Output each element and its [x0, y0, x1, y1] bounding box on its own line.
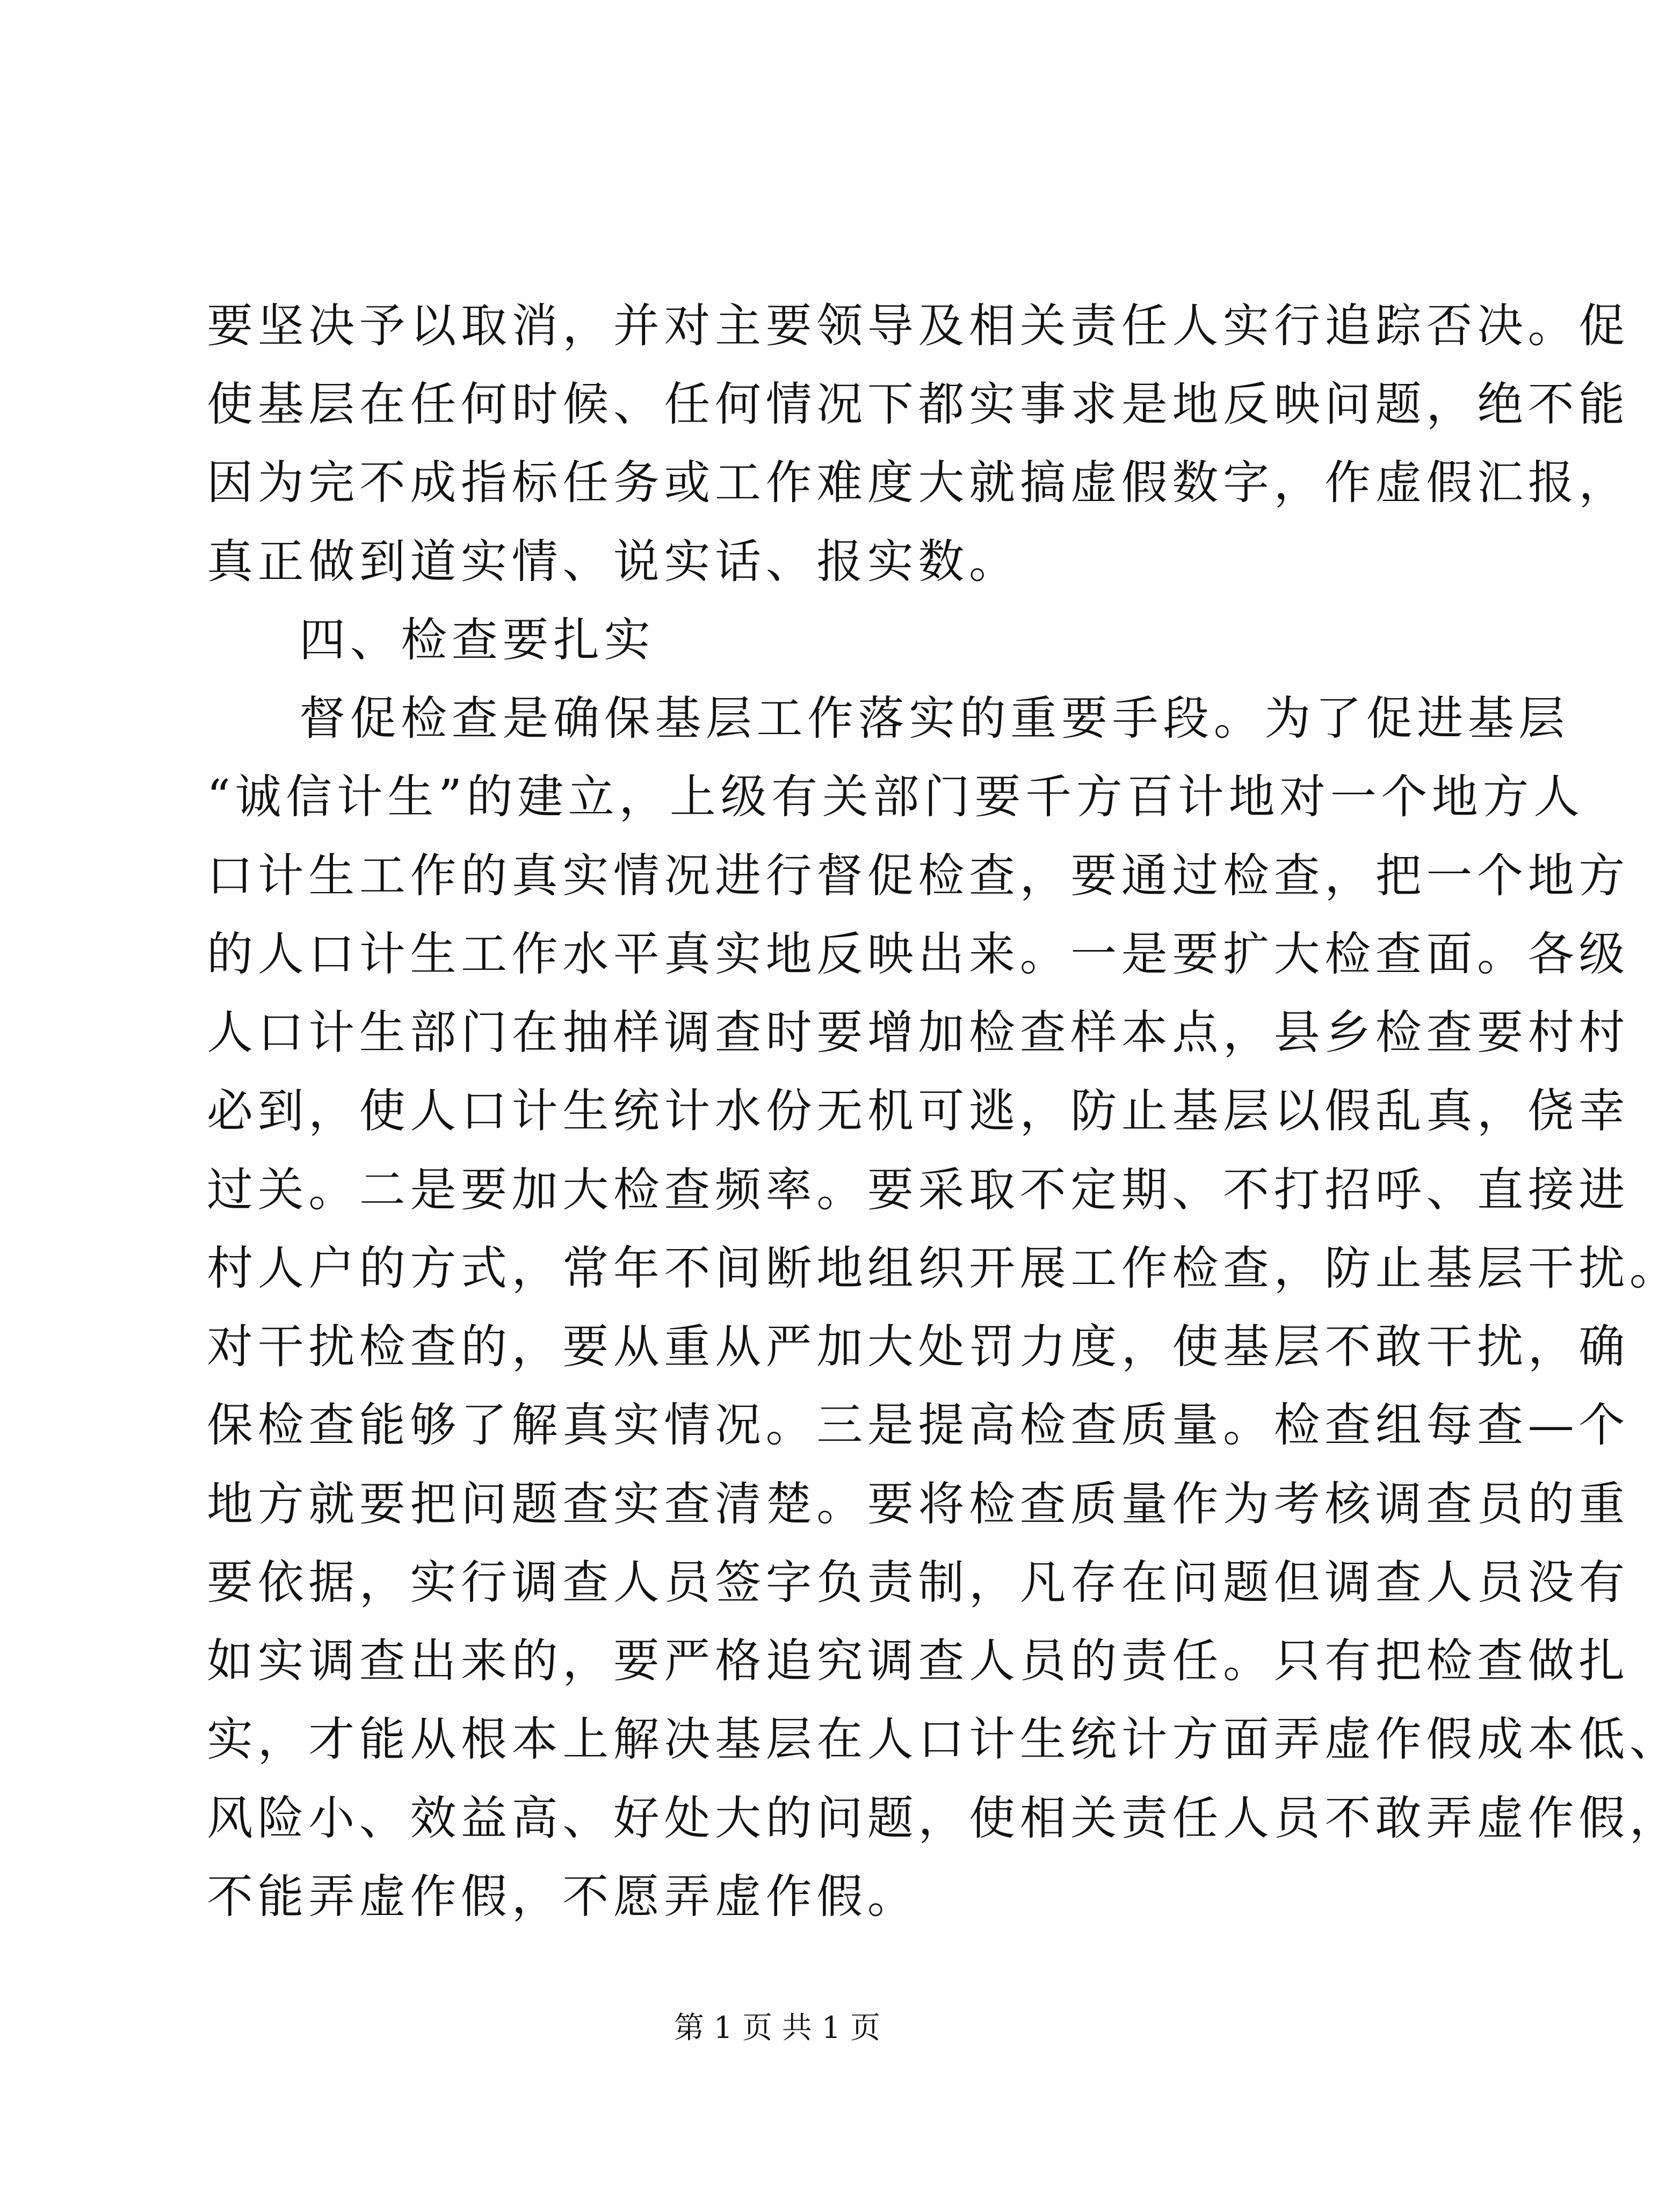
body-text-line: 过关。二是要加大检查频率。要采取不定期、不打招呼、直接进 — [207, 1163, 1630, 1217]
body-text-line: 实，才能从根本上解决基层在人口计生统计方面弄虚作假成本低、 — [207, 1713, 1680, 1766]
body-text-line: 不能弄虚作假，不愿弄虚作假。 — [207, 1870, 918, 1924]
body-text-line: 人口计生部门在抽样调查时要增加检查样本点，县乡检查要村村 — [207, 1006, 1630, 1060]
body-text-line: 督促检查是确保基层工作落实的重要手段。为了促进基层 — [299, 692, 1569, 745]
body-text-line: 地方就要把问题查实查清楚。要将检查质量作为考核调查员的重 — [207, 1477, 1630, 1531]
body-text-line: 因为完不成指标任务或工作难度大就搞虚假数字，作虚假汇报， — [207, 456, 1630, 510]
body-text-line: 真正做到道实情、说实话、报实数。 — [207, 535, 1020, 589]
page-footer: 第 1 页 共 1 页 — [674, 2011, 881, 2045]
body-text-line: 要依据，实行调查人员签字负责制，凡存在问题但调查人员没有 — [207, 1556, 1630, 1609]
body-text-line: 的人口计生工作水平真实地反映出来。一是要扩大检查面。各级 — [207, 927, 1630, 981]
body-text-line: 如实调查出来的，要严格追究调查人员的责任。只有把检查做扎 — [207, 1634, 1630, 1688]
body-text-line: 保检查能够了解真实情况。三是提高检查质量。检查组每查—个 — [207, 1398, 1630, 1452]
body-text-line: 对干扰检查的，要从重从严加大处罚力度，使基层不敢干扰，确 — [207, 1320, 1630, 1374]
body-text-line: “诚信计生”的建立，上级有关部门要千方百计地对一个地方人 — [207, 770, 1584, 824]
section-heading: 四、检查要扎实 — [299, 613, 655, 667]
body-text-line: 必到，使人口计生统计水份无机可逃，防止基层以假乱真，侥幸 — [207, 1084, 1630, 1138]
body-text-line: 风险小、效益高、好处大的问题，使相关责任人员不敢弄虚作假， — [207, 1791, 1680, 1845]
body-text-line: 要坚决予以取消，并对主要领导及相关责任人实行追踪否决。促 — [207, 299, 1630, 353]
body-text-line: 村人户的方式，常年不间断地组织开展工作检查，防止基层干扰。 — [207, 1242, 1680, 1295]
body-text-line: 使基层在任何时候、任何情况下都实事求是地反映问题，绝不能 — [207, 378, 1630, 431]
body-text-line: 口计生工作的真实情况进行督促检查，要通过检查，把一个地方 — [207, 849, 1630, 903]
